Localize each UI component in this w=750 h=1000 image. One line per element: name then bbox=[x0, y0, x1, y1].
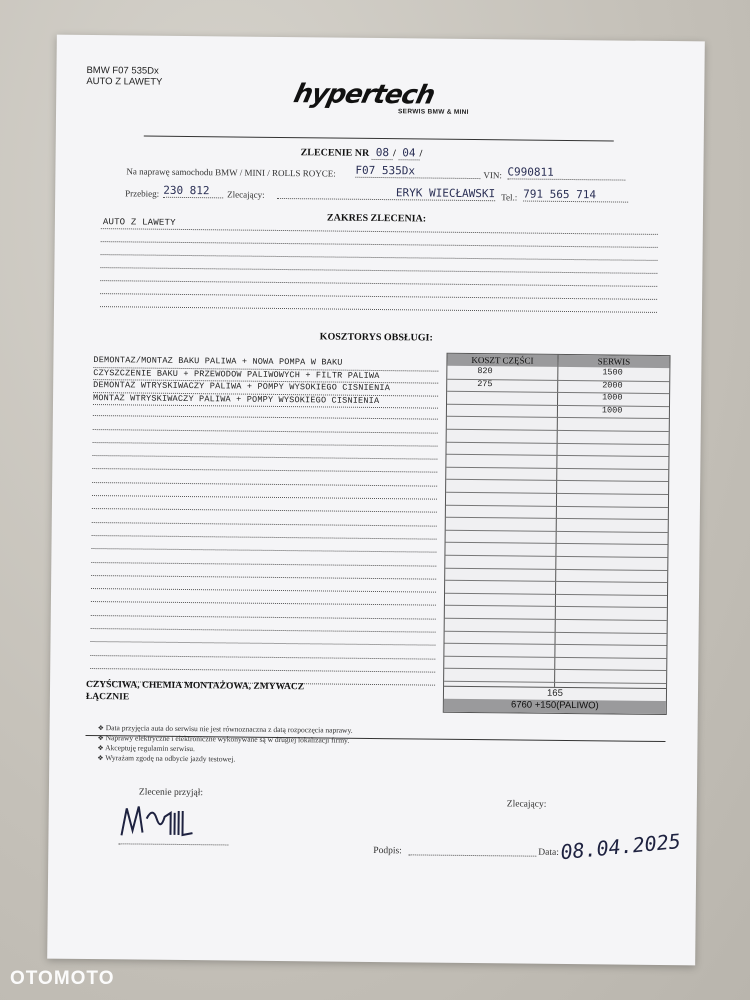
parts-cost: 275 bbox=[477, 378, 493, 389]
notes-list bbox=[97, 723, 352, 766]
order-number-part1: 08 bbox=[372, 146, 393, 160]
mileage-label: Przebieg: bbox=[125, 188, 160, 199]
mileage-value: 230 812 bbox=[163, 184, 223, 199]
diamond-bullet-icon: ❖ bbox=[97, 724, 104, 733]
receiver-signature-line bbox=[118, 843, 228, 845]
estimate-item-desc: MONTAZ WTRYSKIWACZY PALIWA + POMPY WYSOKIEGO CISNIENIA bbox=[93, 393, 438, 409]
date-label: Data: bbox=[538, 847, 559, 858]
client-signature-line bbox=[408, 854, 536, 856]
scope-line bbox=[101, 254, 658, 261]
scope-title: ZAKRES ZLECENIA: bbox=[326, 212, 427, 225]
diamond-bullet-icon: ❖ bbox=[97, 754, 104, 763]
parts-cost: 820 bbox=[477, 366, 493, 377]
service-cost: 2000 bbox=[602, 379, 623, 391]
scope-line bbox=[100, 306, 657, 313]
repair-label: Na naprawę samochodu BMW / MINI / ROLLS ROYCE: bbox=[126, 166, 336, 179]
estimate-descriptions bbox=[93, 355, 439, 409]
corner-note-line1: BMW F07 535Dx bbox=[86, 64, 159, 77]
estimate-item-desc: DEMONTAZ/MONTAZ BAKU PALIWA + NOWA POMPA W BAKU bbox=[93, 355, 438, 371]
logo-tagline: SERWIS BMW & MINI bbox=[398, 108, 469, 116]
total-value: 6760 +150(PALIWO) bbox=[444, 699, 666, 714]
service-order-sheet bbox=[47, 35, 705, 966]
client-label: Zlecający: bbox=[227, 189, 265, 200]
sign-label: Podpis: bbox=[373, 845, 402, 857]
scope-line bbox=[101, 228, 658, 235]
order-title: ZLECENIE NR 08 / 04 / bbox=[300, 145, 423, 160]
note-text: Naprawy elektryczne i elektroniczne wykonywane są w drugiej lokalizacji firmy. bbox=[105, 733, 350, 745]
accepted-by-label: Zlecenie przyjął: bbox=[138, 787, 204, 799]
company-logo bbox=[290, 79, 469, 116]
client-sign-label: Zlecający: bbox=[506, 799, 547, 810]
note-text: Data przyjęcia auta do serwisu nie jest równoznaczna z datą rozpoczęcia naprawy. bbox=[105, 723, 353, 735]
scope-line bbox=[101, 241, 658, 248]
vin-value: C990811 bbox=[507, 165, 625, 180]
cost-table bbox=[443, 353, 671, 715]
scope-line bbox=[100, 293, 657, 300]
client-value: ERYK WIECŁAWSKI bbox=[277, 185, 495, 201]
order-title-label: ZLECENIE NR bbox=[300, 147, 370, 159]
otomoto-watermark: OTOMOTO bbox=[10, 968, 115, 989]
estimate-empty-lines bbox=[90, 403, 438, 686]
diamond-bullet-icon: ❖ bbox=[97, 744, 104, 753]
estimate-title: KOSZTORYS OBSŁUGI: bbox=[319, 331, 433, 344]
scope-text: AUTO Z LAWETY bbox=[102, 217, 176, 228]
date-value: 08.04.2025 bbox=[559, 828, 682, 865]
scope-line bbox=[100, 280, 657, 287]
consumables-value: 165 bbox=[444, 686, 666, 701]
logo-wordmark: hypertech bbox=[290, 79, 438, 111]
receiver-signature-icon bbox=[116, 800, 236, 841]
corner-note-line2: AUTO Z LAWETY bbox=[86, 75, 163, 88]
diamond-bullet-icon: ❖ bbox=[97, 734, 104, 743]
corner-note bbox=[86, 65, 162, 88]
scope-line bbox=[100, 267, 657, 274]
note-text: Akceptuję regulamin serwisu. bbox=[105, 743, 195, 754]
cost-row-empty bbox=[444, 668, 666, 684]
service-cost: 1000 bbox=[602, 392, 623, 403]
service-cost: 1000 bbox=[601, 405, 623, 416]
service-column-header: SERWIS bbox=[558, 355, 669, 368]
estimate-item-desc: DEMONTAZ WTRYSKIWACZY PALIWA + POMPY WYSOKIEGO CISNIENIA bbox=[93, 380, 438, 396]
total-label: ŁĄCZNIE bbox=[85, 691, 130, 703]
note-item bbox=[97, 753, 352, 766]
phone-value: 791 565 714 bbox=[523, 188, 628, 203]
vin-label: VIN: bbox=[483, 170, 502, 181]
consumables-label: CZYŚCIWA, CHEMIA MONTAŻOWA, ZMYWACZ bbox=[85, 679, 305, 693]
service-cost: 1500 bbox=[602, 367, 623, 378]
order-number-part2: 04 bbox=[398, 146, 419, 160]
note-text: Wyrażam zgodę na odbycie jazdy testowej. bbox=[105, 753, 236, 764]
header-divider bbox=[144, 136, 614, 142]
parts-column-header: KOSZT CZĘŚCI bbox=[447, 354, 557, 367]
estimate-item-desc: CZYSZCZENIE BAKU + PRZEWODOW PALIWOWYCH + FILTR PALIWA bbox=[93, 368, 438, 384]
phone-label: Tel.: bbox=[501, 192, 518, 203]
car-model-value: F07 535Dx bbox=[355, 164, 480, 179]
